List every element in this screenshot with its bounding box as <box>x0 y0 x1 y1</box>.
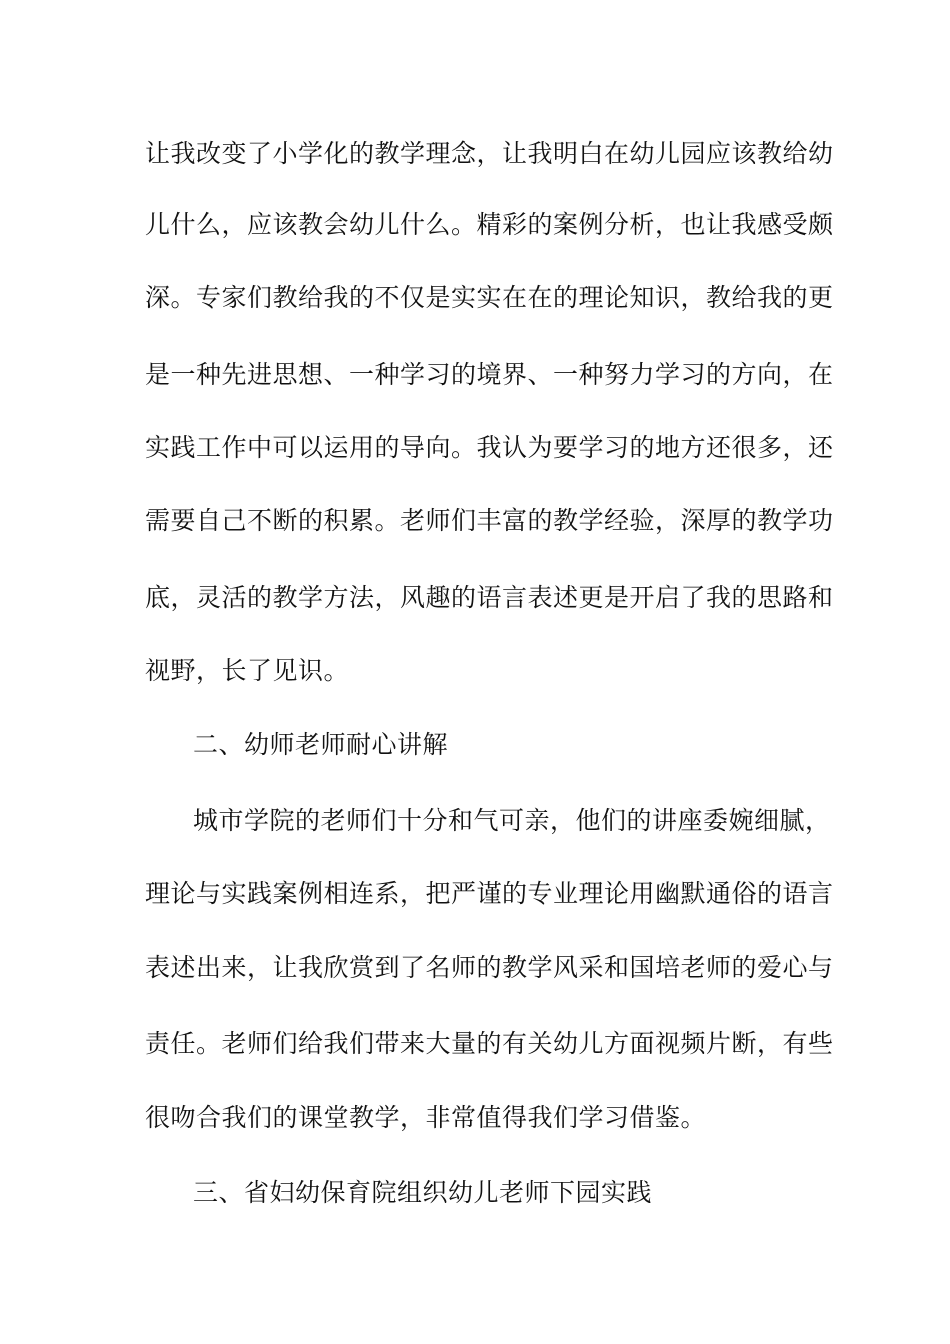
paragraph-line: 很吻合我们的课堂教学，非常值得我们学习借鉴。 <box>145 1103 707 1132</box>
section-heading: 二、幼师老师耐心讲解 <box>193 730 449 759</box>
paragraph-line: 底，灵活的教学方法，风趣的语言表述更是开启了我的思路和 <box>145 583 834 612</box>
paragraph-line: 儿什么，应该教会幼儿什么。精彩的案例分析，也让我感受颇 <box>145 210 834 239</box>
paragraph-line: 视野，长了见识。 <box>145 656 350 685</box>
paragraph-line: 深。专家们教给我的不仅是实实在在的理论知识，教给我的更 <box>145 283 834 312</box>
paragraph-line: 是一种先进思想、一种学习的境界、一种努力学习的方向，在 <box>145 360 834 389</box>
paragraph-line: 表述出来，让我欣赏到了名师的教学风采和国培老师的爱心与 <box>145 953 834 982</box>
paragraph-line: 理论与实践案例相连系，把严谨的专业理论用幽默通俗的语言 <box>145 879 834 908</box>
paragraph-line: 需要自己不断的积累。老师们丰富的教学经验，深厚的教学功 <box>145 506 834 535</box>
section-heading: 三、省妇幼保育院组织幼儿老师下园实践 <box>193 1178 653 1207</box>
paragraph-line: 让我改变了小学化的教学理念，让我明白在幼儿园应该教给幼 <box>145 139 834 168</box>
paragraph-line: 城市学院的老师们十分和气可亲，他们的讲座委婉细腻， <box>193 806 831 835</box>
paragraph-line: 责任。老师们给我们带来大量的有关幼儿方面视频片断，有些 <box>145 1029 834 1058</box>
paragraph-line: 实践工作中可以运用的导向。我认为要学习的地方还很多，还 <box>145 433 834 462</box>
